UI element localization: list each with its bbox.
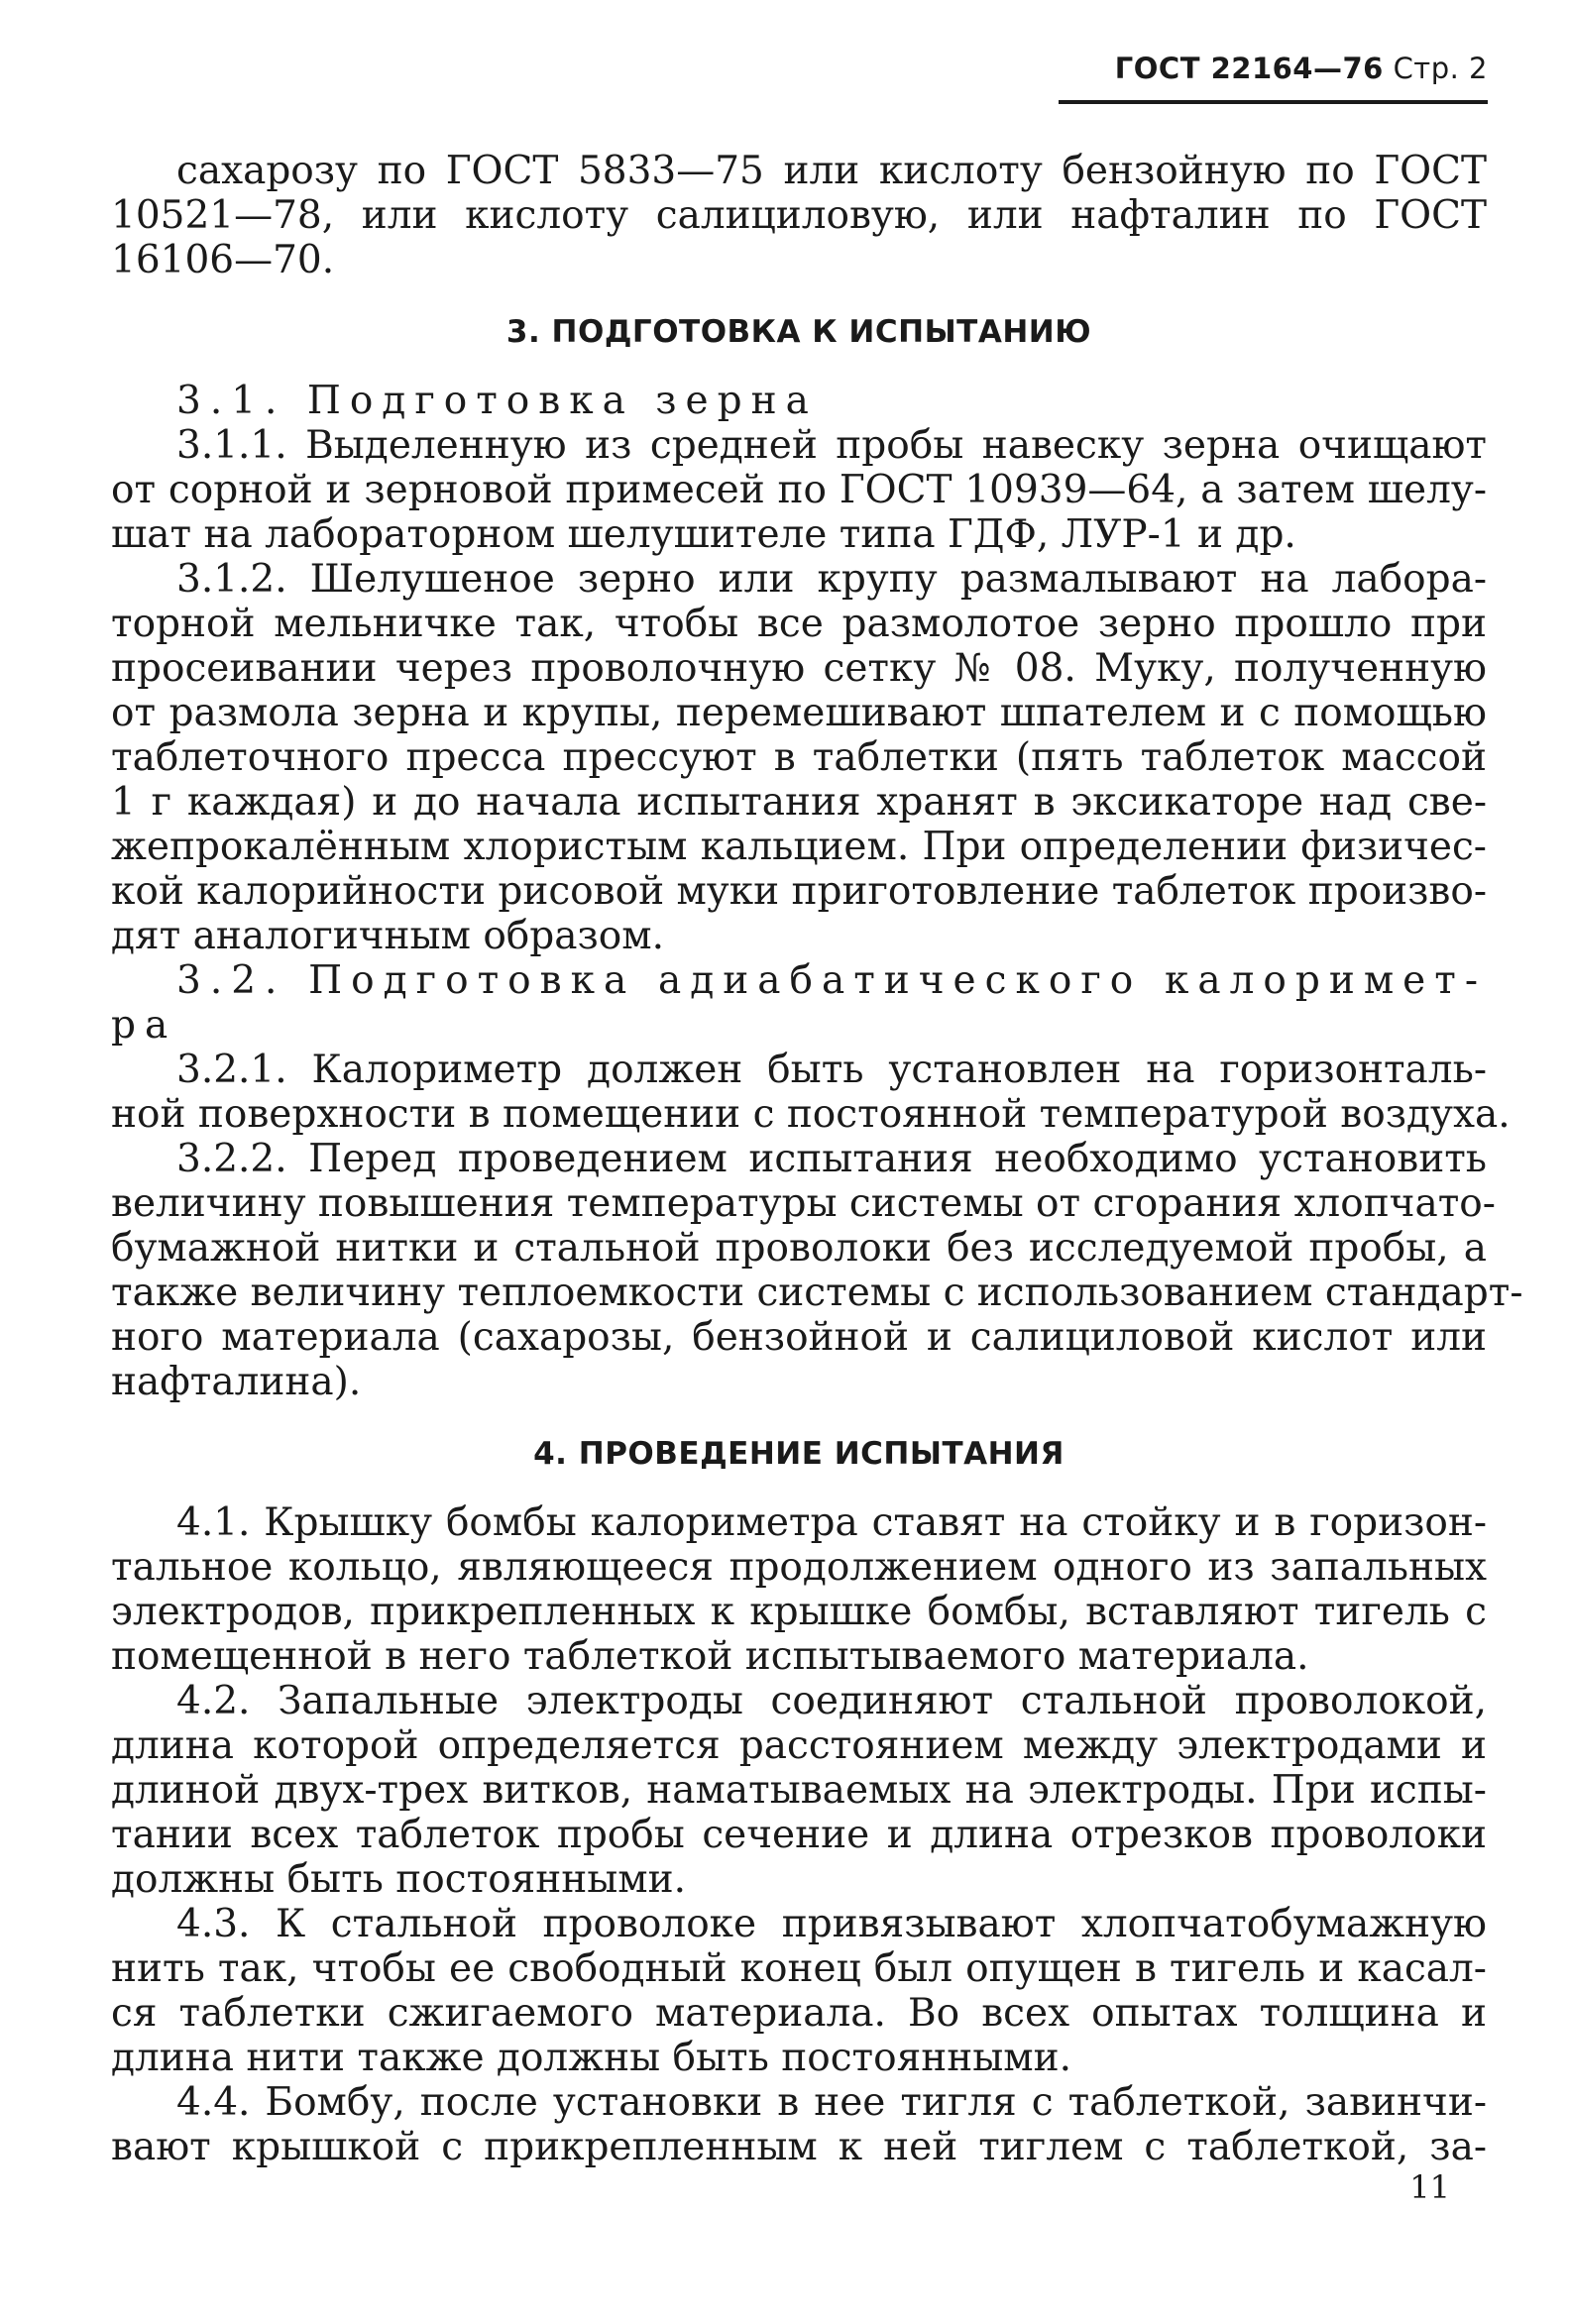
text-line: длина нити также должны быть постоянными.	[111, 2036, 1071, 2080]
text-line: 16106—70.	[111, 238, 335, 282]
text-line: тании всех таблеток пробы сечение и длина отрезков проволоки	[111, 1813, 1487, 1857]
text-line: 3.1.2. Шелушеное зерно или крупу размалывают на лабора-	[176, 557, 1487, 602]
text-line: нить так, чтобы ее свободный конец был опущен в тигель и касал-	[111, 1946, 1487, 1991]
text-line: электродов, прикрепленных к крышке бомбы, вставляют тигель с	[111, 1590, 1487, 1634]
text-line: кой калорийности рисовой муки приготовление таблеток произво-	[111, 869, 1488, 914]
standard-code: ГОСТ 22164—76	[1114, 52, 1384, 85]
text-line: тальное кольцо, являющееся продолжением одного из запальных	[111, 1545, 1487, 1590]
text-line: ного материала (сахарозы, бензойной и салициловой кислот или	[111, 1315, 1487, 1360]
text-line: сахарозу по ГОСТ 5833—75 или кислоту бензойную по ГОСТ	[176, 149, 1487, 193]
text-line: вают крышкой с прикрепленным к ней тиглем с таблеткой, за-	[111, 2125, 1487, 2169]
text-line: также величину теплоемкости системы с использованием стандарт-	[111, 1271, 1523, 1315]
text-line: 4.3. К стальной проволоке привязывают хлопчатобумажную	[176, 1902, 1487, 1946]
text-line: таблеточного пресса прессуют в таблетки (пять таблеток массой	[111, 735, 1487, 780]
text-line: ся таблетки сжигаемого материала. Во всех опытах толщина и	[111, 1991, 1487, 2036]
section-heading: 3. ПОДГОТОВКА К ИСПЫТАНИЮ	[505, 314, 1092, 350]
text-line: нафталина).	[111, 1360, 362, 1404]
text-line: 3.2.2. Перед проведением испытания необходимо установить	[176, 1137, 1487, 1181]
document-body	[111, 149, 1523, 2169]
page-label: Стр. 2	[1393, 52, 1488, 85]
text-line: 10521—78, или кислоту салициловую, или нафталин по ГОСТ	[111, 193, 1487, 238]
text-line: жепрокалённым хлористым кальцием. При определении физичес-	[111, 825, 1487, 869]
text-line: от размола зерна и крупы, перемешивают шпателем и с помощью	[111, 691, 1487, 735]
text-line: торной мельничке так, чтобы все размолотое зерно прошло при	[111, 602, 1487, 646]
page-header	[1115, 52, 1488, 85]
subsection-heading: 3.1. Подготовка зерна	[176, 379, 818, 423]
text-line: должны быть постоянными.	[111, 1857, 687, 1902]
text-line: ной поверхности в помещении с постоянной температурой воздуха.	[111, 1092, 1511, 1137]
subsection-heading: 3.2. Подготовка адиабатического калоримет-	[176, 958, 1487, 1003]
text-line: помещенной в него таблеткой испытываемого материала.	[111, 1634, 1309, 1679]
text-line: 1 г каждая) и до начала испытания хранят в эксикаторе над све-	[111, 780, 1487, 825]
text-line: длина которой определяется расстоянием между электродами и	[111, 1723, 1487, 1768]
text-line: величину повышения температуры системы от сгорания хлопчато-	[111, 1181, 1496, 1226]
text-line: шат на лабораторном шелушителе типа ГДФ, ЛУР-1 и др.	[111, 512, 1296, 557]
text-line: 4.2. Запальные электроды соединяют стальной проволокой,	[176, 1679, 1487, 1723]
text-line: 3.1.1. Выделенную из средней пробы навеску зерна очищают	[176, 423, 1487, 468]
text-line: 4.1. Крышку бомбы калориметра ставят на стойку и в горизон-	[176, 1500, 1487, 1545]
text-line: длиной двух-трех витков, наматываемых на электроды. При испы-	[111, 1768, 1487, 1813]
text-line: 3.2.1. Калориметр должен быть установлен на горизонталь-	[176, 1048, 1487, 1092]
page-number: 11	[1409, 2168, 1450, 2206]
text-line: бумажной нитки и стальной проволоки без исследуемой пробы, а	[111, 1226, 1487, 1271]
text-line: просеивании через проволочную сетку № 08. Муку, полученную	[111, 646, 1487, 691]
subsection-heading: ра	[111, 1003, 177, 1048]
section-heading: 4. ПРОВЕДЕНИЕ ИСПЫТАНИЯ	[533, 1436, 1065, 1472]
text-line: 4.4. Бомбу, после установки в нее тигля с таблеткой, завинчи-	[176, 2080, 1487, 2125]
text-line: дят аналогичным образом.	[111, 914, 664, 958]
text-line: от сорной и зерновой примесей по ГОСТ 10939—64, а затем шелу-	[111, 468, 1487, 512]
header-rule	[1059, 100, 1488, 104]
